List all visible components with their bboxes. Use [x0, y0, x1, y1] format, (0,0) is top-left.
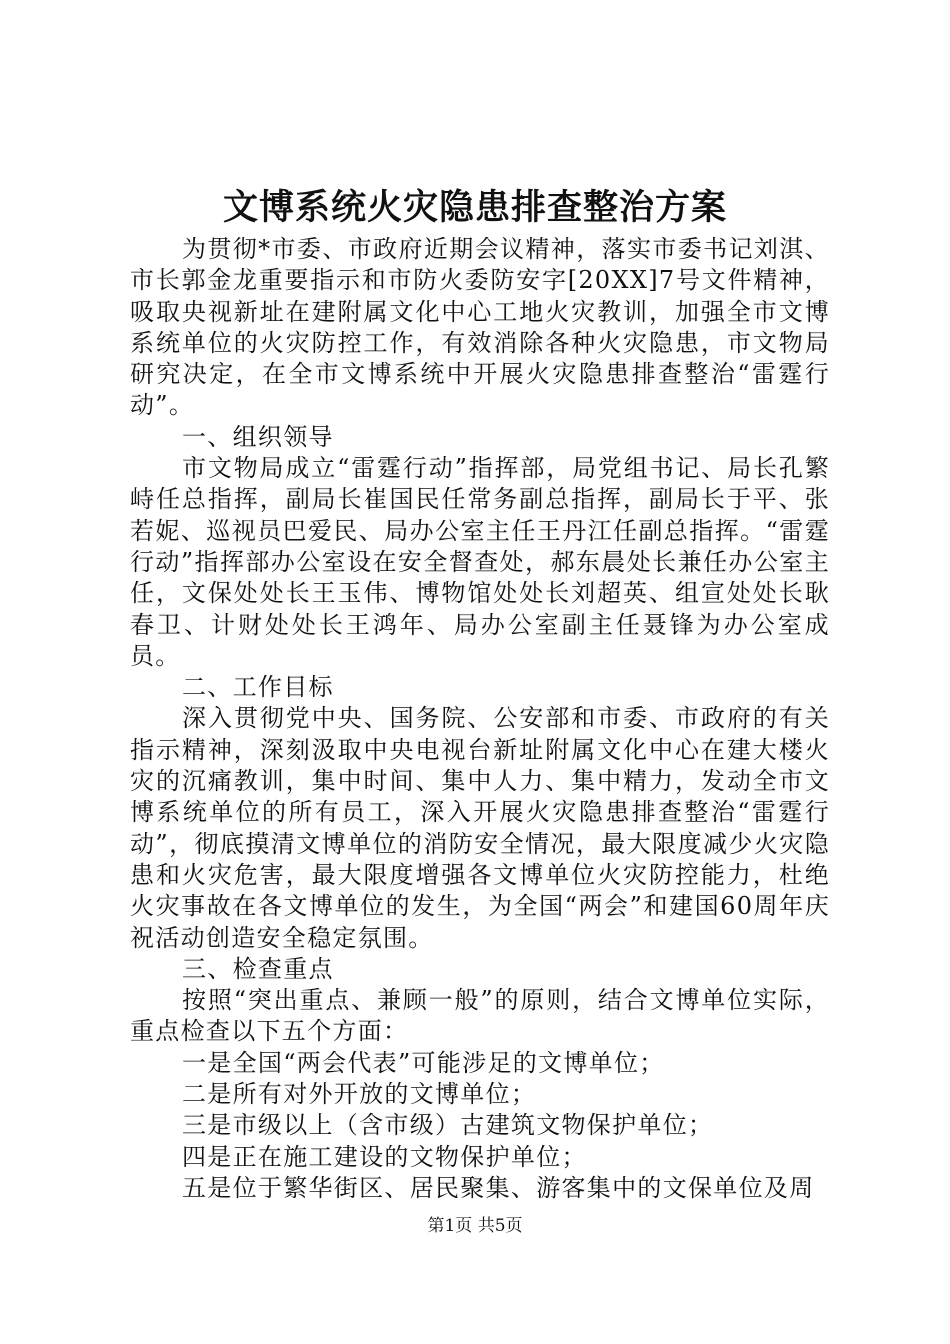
organization-paragraph: 市文物局成立“雷霆行动”指挥部，局党组书记、局长孔繁峙任总指挥，副局长崔国民任常务副总指挥，副局长于平、张若妮、巡视员巴爱民、局办公室主任王丹江任副总指挥。“雷霆行动”指挥部办公室设在安全督查处，郝东晨处长兼任办公室主任，文保处处长王玉伟、博物馆处处长刘超英、组宣处处长耿春卫、计财处处长王鸿年、局办公室副主任聂锋为办公室成员。: [130, 454, 830, 670]
section-heading-key-inspection: 三、检查重点: [182, 954, 334, 983]
page-number-footer: 第1页 共5页: [427, 1216, 523, 1236]
section-heading-goals: 二、工作目标: [182, 673, 334, 702]
list-item: 五是位于繁华街区、居民聚集、游客集中的文保单位及周: [182, 1173, 815, 1202]
intro-paragraph: 为贯彻*市委、市政府近期会议精神，落实市委书记刘淇、市长郭金龙重要指示和市防火委防安字[20XX]7号文件精神，吸取央视新址在建附属文化中心工地火灾教训，加强全市文博系统单位的火灾防控工作，有效消除各种火灾隐患，市文物局研究决定，在全市文博系统中开展火灾隐患排查整治“雷霆行动”。: [130, 235, 830, 420]
list-item: 一是全国“两会代表”可能涉足的文博单位；: [182, 1048, 665, 1077]
document-title: 文博系统火灾隐患排查整治方案: [222, 187, 727, 228]
goals-paragraph: 深入贯彻党中央、国务院、公安部和市委、市政府的有关指示精神，深刻汲取中央电视台新址附属文化中心在建大楼火灾的沉痛教训，集中时间、集中人力、集中精力，发动全市文博系统单位的所有员工，深入开展火灾隐患排查整治“雷霆行动”，彻底摸清文博单位的消防安全情况，最大限度减少火灾隐患和火灾危害，最大限度增强各文博单位火灾防控能力，杜绝火灾事故在各文博单位的发生，为全国“两会”和建国60周年庆祝活动创造安全稳定氛围。: [130, 704, 830, 952]
list-item: 二是所有对外开放的文博单位；: [182, 1080, 537, 1109]
key-inspection-paragraph: 按照“突出重点、兼顾一般”的原则，结合文博单位实际，重点检查以下五个方面：: [130, 986, 830, 1046]
list-item: 三是市级以上（含市级）古建筑文物保护单位；: [182, 1111, 714, 1140]
list-item: 四是正在施工建设的文物保护单位；: [182, 1142, 587, 1171]
section-heading-organization: 一、组织领导: [182, 422, 334, 451]
document-body: [130, 234, 830, 1204]
